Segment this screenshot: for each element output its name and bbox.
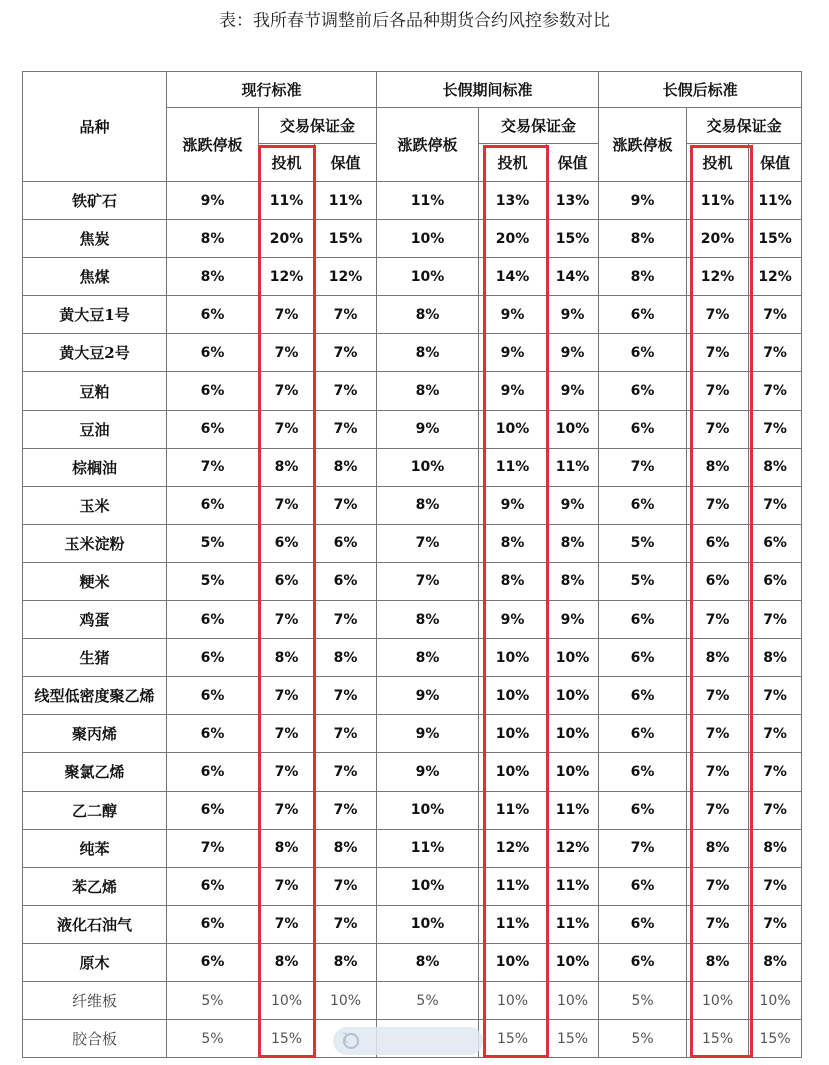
variety-name-cell: 线型低密度聚乙烯 bbox=[23, 677, 167, 715]
table-row bbox=[23, 524, 802, 562]
value-cell: 6% bbox=[167, 486, 259, 524]
value-cell: 11% bbox=[377, 829, 479, 867]
value-cell: 8% bbox=[259, 448, 315, 486]
value-cell: 20% bbox=[687, 220, 749, 258]
value-cell: 12% bbox=[547, 829, 599, 867]
value-cell: 11% bbox=[547, 791, 599, 829]
value-cell: 7% bbox=[687, 867, 749, 905]
variety-name-cell: 胶合板 bbox=[23, 1020, 167, 1058]
value-cell: 7% bbox=[749, 715, 802, 753]
value-cell: 6% bbox=[167, 753, 259, 791]
value-cell: 7% bbox=[315, 677, 377, 715]
value-cell: 6% bbox=[167, 715, 259, 753]
variety-name-cell: 焦炭 bbox=[23, 220, 167, 258]
value-cell: 10% bbox=[479, 677, 547, 715]
value-cell: 8% bbox=[377, 334, 479, 372]
value-cell: 12% bbox=[479, 829, 547, 867]
table-row bbox=[23, 791, 802, 829]
value-cell: 8% bbox=[377, 296, 479, 334]
value-cell: 8% bbox=[315, 639, 377, 677]
value-cell: 7% bbox=[259, 867, 315, 905]
value-cell: 10% bbox=[377, 867, 479, 905]
value-cell: 7% bbox=[259, 296, 315, 334]
value-cell: 8% bbox=[377, 486, 479, 524]
value-cell: 11% bbox=[479, 448, 547, 486]
value-cell: 6% bbox=[259, 524, 315, 562]
value-cell: 7% bbox=[315, 753, 377, 791]
value-cell: 5% bbox=[599, 562, 687, 600]
value-cell: 11% bbox=[377, 182, 479, 220]
table-row bbox=[23, 943, 802, 981]
value-cell: 8% bbox=[599, 220, 687, 258]
value-cell: 8% bbox=[547, 524, 599, 562]
value-cell: 7% bbox=[167, 829, 259, 867]
value-cell: 11% bbox=[479, 905, 547, 943]
table-row bbox=[23, 677, 802, 715]
table-row bbox=[23, 562, 802, 600]
value-cell: 7% bbox=[259, 334, 315, 372]
value-cell: 9% bbox=[479, 486, 547, 524]
value-cell: 7% bbox=[749, 867, 802, 905]
value-cell: 7% bbox=[315, 601, 377, 639]
table-row bbox=[23, 639, 802, 677]
value-cell: 6% bbox=[167, 905, 259, 943]
table-row bbox=[23, 372, 802, 410]
value-cell: 7% bbox=[749, 486, 802, 524]
value-cell: 6% bbox=[599, 867, 687, 905]
speculation-header: 投机 bbox=[479, 144, 547, 182]
value-cell: 8% bbox=[315, 943, 377, 981]
table-row bbox=[23, 448, 802, 486]
variety-name-cell: 纯苯 bbox=[23, 829, 167, 867]
value-cell: 15% bbox=[547, 220, 599, 258]
value-cell: 9% bbox=[599, 182, 687, 220]
value-cell: 6% bbox=[167, 410, 259, 448]
value-cell: 11% bbox=[547, 867, 599, 905]
hedge-header: 保值 bbox=[749, 144, 802, 182]
value-cell: 6% bbox=[599, 943, 687, 981]
value-cell: 6% bbox=[599, 486, 687, 524]
value-cell: 6% bbox=[259, 562, 315, 600]
hedge-header: 保值 bbox=[547, 144, 599, 182]
value-cell: 11% bbox=[315, 182, 377, 220]
post-holiday-standard-header: 长假后标准 bbox=[599, 72, 802, 108]
value-cell: 7% bbox=[599, 829, 687, 867]
value-cell: 7% bbox=[749, 791, 802, 829]
table-row bbox=[23, 753, 802, 791]
variety-name-cell: 黄大豆2号 bbox=[23, 334, 167, 372]
value-cell: 6% bbox=[749, 562, 802, 600]
value-cell: 11% bbox=[479, 791, 547, 829]
value-cell: 8% bbox=[315, 829, 377, 867]
value-cell: 6% bbox=[167, 601, 259, 639]
value-cell: 10% bbox=[749, 981, 802, 1019]
variety-name-cell: 鸡蛋 bbox=[23, 601, 167, 639]
value-cell: 10% bbox=[259, 981, 315, 1019]
value-cell: 6% bbox=[315, 562, 377, 600]
value-cell: 6% bbox=[599, 753, 687, 791]
value-cell: 7% bbox=[377, 524, 479, 562]
table-row bbox=[23, 334, 802, 372]
table-row bbox=[23, 296, 802, 334]
value-cell: 8% bbox=[167, 220, 259, 258]
value-cell: 10% bbox=[479, 410, 547, 448]
value-cell: 8% bbox=[599, 258, 687, 296]
value-cell: 6% bbox=[599, 905, 687, 943]
table-body bbox=[23, 182, 802, 1058]
variety-name-cell: 原木 bbox=[23, 943, 167, 981]
value-cell: 8% bbox=[749, 448, 802, 486]
value-cell: 7% bbox=[687, 372, 749, 410]
value-cell: 7% bbox=[749, 372, 802, 410]
value-cell: 11% bbox=[259, 182, 315, 220]
value-cell: 7% bbox=[167, 448, 259, 486]
value-cell: 11% bbox=[479, 867, 547, 905]
value-cell: 7% bbox=[749, 905, 802, 943]
limit-header: 涨跌停板 bbox=[377, 108, 479, 182]
value-cell: 6% bbox=[599, 639, 687, 677]
value-cell: 7% bbox=[749, 334, 802, 372]
value-cell: 6% bbox=[599, 791, 687, 829]
value-cell: 14% bbox=[479, 258, 547, 296]
value-cell: 8% bbox=[547, 562, 599, 600]
value-cell: 7% bbox=[259, 410, 315, 448]
value-cell: 13% bbox=[479, 182, 547, 220]
value-cell: 8% bbox=[259, 943, 315, 981]
value-cell: 6% bbox=[599, 677, 687, 715]
value-cell: 8% bbox=[687, 943, 749, 981]
variety-name-cell: 豆粕 bbox=[23, 372, 167, 410]
value-cell: 5% bbox=[167, 981, 259, 1019]
value-cell: 7% bbox=[259, 486, 315, 524]
value-cell: 7% bbox=[259, 791, 315, 829]
value-cell: 7% bbox=[315, 410, 377, 448]
value-cell: 10% bbox=[479, 715, 547, 753]
value-cell: 6% bbox=[167, 677, 259, 715]
table-title: 表：我所春节调整前后各品种期货合约风控参数对比 bbox=[219, 11, 610, 31]
value-cell: 8% bbox=[377, 943, 479, 981]
value-cell: 9% bbox=[377, 715, 479, 753]
value-cell: 7% bbox=[749, 296, 802, 334]
value-cell: 7% bbox=[315, 486, 377, 524]
value-cell: 7% bbox=[599, 448, 687, 486]
value-cell: 7% bbox=[259, 601, 315, 639]
value-cell: 12% bbox=[259, 258, 315, 296]
value-cell: 7% bbox=[315, 791, 377, 829]
table-row bbox=[23, 981, 802, 1019]
value-cell: 6% bbox=[599, 601, 687, 639]
speculation-header: 投机 bbox=[259, 144, 315, 182]
value-cell: 8% bbox=[377, 601, 479, 639]
value-cell: 8% bbox=[749, 639, 802, 677]
value-cell: 8% bbox=[687, 639, 749, 677]
value-cell: 6% bbox=[167, 867, 259, 905]
value-cell: 15% bbox=[479, 1020, 547, 1058]
value-cell: 9% bbox=[547, 486, 599, 524]
value-cell: 7% bbox=[315, 372, 377, 410]
value-cell: 7% bbox=[259, 677, 315, 715]
value-cell: 10% bbox=[547, 943, 599, 981]
value-cell: 5% bbox=[599, 524, 687, 562]
value-cell: 7% bbox=[259, 905, 315, 943]
table-row bbox=[23, 905, 802, 943]
watermark-overlay bbox=[333, 1027, 483, 1055]
limit-header: 涨跌停板 bbox=[599, 108, 687, 182]
value-cell: 9% bbox=[377, 753, 479, 791]
variety-header: 品种 bbox=[23, 72, 167, 182]
variety-name-cell: 聚氯乙烯 bbox=[23, 753, 167, 791]
value-cell: 11% bbox=[547, 905, 599, 943]
value-cell: 10% bbox=[547, 715, 599, 753]
value-cell: 6% bbox=[687, 524, 749, 562]
value-cell: 7% bbox=[315, 867, 377, 905]
value-cell: 11% bbox=[547, 448, 599, 486]
table-row bbox=[23, 867, 802, 905]
value-cell: 14% bbox=[547, 258, 599, 296]
value-cell: 15% bbox=[749, 1020, 802, 1058]
value-cell: 6% bbox=[167, 943, 259, 981]
value-cell: 10% bbox=[377, 258, 479, 296]
risk-parameter-table bbox=[22, 71, 802, 1058]
table-row bbox=[23, 258, 802, 296]
variety-name-cell: 玉米 bbox=[23, 486, 167, 524]
table-row bbox=[23, 601, 802, 639]
value-cell: 10% bbox=[547, 677, 599, 715]
value-cell: 10% bbox=[547, 639, 599, 677]
variety-name-cell: 焦煤 bbox=[23, 258, 167, 296]
value-cell: 9% bbox=[547, 372, 599, 410]
variety-name-cell: 棕榈油 bbox=[23, 448, 167, 486]
hedge-header: 保值 bbox=[315, 144, 377, 182]
value-cell: 8% bbox=[479, 562, 547, 600]
value-cell: 10% bbox=[479, 753, 547, 791]
value-cell: 8% bbox=[687, 829, 749, 867]
value-cell: 6% bbox=[167, 296, 259, 334]
value-cell: 5% bbox=[377, 981, 479, 1019]
value-cell: 6% bbox=[315, 524, 377, 562]
value-cell: 10% bbox=[547, 753, 599, 791]
value-cell: 7% bbox=[687, 677, 749, 715]
value-cell: 8% bbox=[377, 372, 479, 410]
table-row bbox=[23, 715, 802, 753]
value-cell: 8% bbox=[479, 524, 547, 562]
value-cell: 8% bbox=[167, 258, 259, 296]
value-cell: 11% bbox=[749, 182, 802, 220]
value-cell: 6% bbox=[167, 791, 259, 829]
margin-header: 交易保证金 bbox=[687, 108, 802, 144]
value-cell: 9% bbox=[479, 334, 547, 372]
value-cell: 9% bbox=[479, 372, 547, 410]
value-cell: 7% bbox=[687, 334, 749, 372]
value-cell: 7% bbox=[749, 601, 802, 639]
value-cell: 9% bbox=[547, 296, 599, 334]
value-cell: 9% bbox=[377, 410, 479, 448]
variety-name-cell: 苯乙烯 bbox=[23, 867, 167, 905]
value-cell: 11% bbox=[687, 182, 749, 220]
value-cell: 15% bbox=[749, 220, 802, 258]
variety-name-cell: 玉米淀粉 bbox=[23, 524, 167, 562]
value-cell: 15% bbox=[259, 1020, 315, 1058]
value-cell: 8% bbox=[749, 943, 802, 981]
value-cell: 7% bbox=[749, 410, 802, 448]
limit-header: 涨跌停板 bbox=[167, 108, 259, 182]
value-cell: 15% bbox=[547, 1020, 599, 1058]
value-cell: 10% bbox=[547, 410, 599, 448]
value-cell: 6% bbox=[599, 296, 687, 334]
value-cell: 6% bbox=[599, 715, 687, 753]
value-cell: 6% bbox=[599, 410, 687, 448]
value-cell: 8% bbox=[259, 639, 315, 677]
value-cell: 20% bbox=[259, 220, 315, 258]
variety-name-cell: 豆油 bbox=[23, 410, 167, 448]
value-cell: 10% bbox=[687, 981, 749, 1019]
value-cell: 10% bbox=[377, 448, 479, 486]
value-cell: 8% bbox=[687, 448, 749, 486]
speculation-header: 投机 bbox=[687, 144, 749, 182]
value-cell: 8% bbox=[315, 448, 377, 486]
value-cell: 7% bbox=[259, 372, 315, 410]
value-cell: 5% bbox=[167, 562, 259, 600]
value-cell: 7% bbox=[315, 715, 377, 753]
value-cell: 8% bbox=[259, 829, 315, 867]
value-cell: 15% bbox=[687, 1020, 749, 1058]
table-header bbox=[23, 72, 802, 182]
value-cell: 6% bbox=[167, 639, 259, 677]
value-cell: 10% bbox=[315, 981, 377, 1019]
value-cell: 7% bbox=[259, 715, 315, 753]
value-cell: 5% bbox=[167, 524, 259, 562]
value-cell: 10% bbox=[377, 791, 479, 829]
value-cell: 7% bbox=[749, 677, 802, 715]
variety-name-cell: 粳米 bbox=[23, 562, 167, 600]
value-cell: 5% bbox=[167, 1020, 259, 1058]
value-cell: 7% bbox=[315, 296, 377, 334]
value-cell: 9% bbox=[479, 601, 547, 639]
holiday-standard-header: 长假期间标准 bbox=[377, 72, 599, 108]
value-cell: 12% bbox=[687, 258, 749, 296]
value-cell: 7% bbox=[687, 791, 749, 829]
margin-header: 交易保证金 bbox=[479, 108, 599, 144]
value-cell: 6% bbox=[599, 334, 687, 372]
value-cell: 15% bbox=[315, 220, 377, 258]
variety-name-cell: 纤维板 bbox=[23, 981, 167, 1019]
table-row bbox=[23, 182, 802, 220]
value-cell: 9% bbox=[377, 677, 479, 715]
value-cell: 8% bbox=[749, 829, 802, 867]
value-cell: 6% bbox=[599, 372, 687, 410]
table-row bbox=[23, 410, 802, 448]
value-cell: 10% bbox=[377, 905, 479, 943]
value-cell: 7% bbox=[687, 715, 749, 753]
value-cell: 20% bbox=[479, 220, 547, 258]
value-cell: 9% bbox=[167, 182, 259, 220]
variety-name-cell: 聚丙烯 bbox=[23, 715, 167, 753]
value-cell: 12% bbox=[749, 258, 802, 296]
current-standard-header: 现行标准 bbox=[167, 72, 377, 108]
table-row bbox=[23, 829, 802, 867]
value-cell: 7% bbox=[687, 410, 749, 448]
value-cell: 6% bbox=[167, 334, 259, 372]
value-cell: 10% bbox=[479, 981, 547, 1019]
table-row bbox=[23, 486, 802, 524]
margin-header: 交易保证金 bbox=[259, 108, 377, 144]
value-cell: 7% bbox=[315, 334, 377, 372]
variety-name-cell: 铁矿石 bbox=[23, 182, 167, 220]
value-cell: 7% bbox=[687, 753, 749, 791]
value-cell: 7% bbox=[687, 296, 749, 334]
value-cell: 9% bbox=[547, 601, 599, 639]
value-cell: 10% bbox=[547, 981, 599, 1019]
value-cell: 5% bbox=[599, 981, 687, 1019]
value-cell: 7% bbox=[687, 601, 749, 639]
value-cell: 10% bbox=[479, 943, 547, 981]
value-cell: 7% bbox=[687, 905, 749, 943]
value-cell: 9% bbox=[547, 334, 599, 372]
value-cell: 13% bbox=[547, 182, 599, 220]
value-cell: 6% bbox=[167, 372, 259, 410]
variety-name-cell: 黄大豆1号 bbox=[23, 296, 167, 334]
value-cell: 6% bbox=[749, 524, 802, 562]
value-cell: 10% bbox=[377, 220, 479, 258]
value-cell: 8% bbox=[377, 639, 479, 677]
value-cell: 7% bbox=[687, 486, 749, 524]
value-cell: 7% bbox=[315, 905, 377, 943]
value-cell: 9% bbox=[479, 296, 547, 334]
value-cell: 12% bbox=[315, 258, 377, 296]
value-cell: 7% bbox=[749, 753, 802, 791]
value-cell: 7% bbox=[259, 753, 315, 791]
value-cell: 7% bbox=[377, 562, 479, 600]
variety-name-cell: 生猪 bbox=[23, 639, 167, 677]
value-cell: 5% bbox=[599, 1020, 687, 1058]
variety-name-cell: 乙二醇 bbox=[23, 791, 167, 829]
value-cell: 6% bbox=[687, 562, 749, 600]
variety-name-cell: 液化石油气 bbox=[23, 905, 167, 943]
watermark-icon bbox=[343, 1033, 359, 1049]
table-row bbox=[23, 220, 802, 258]
value-cell: 10% bbox=[479, 639, 547, 677]
